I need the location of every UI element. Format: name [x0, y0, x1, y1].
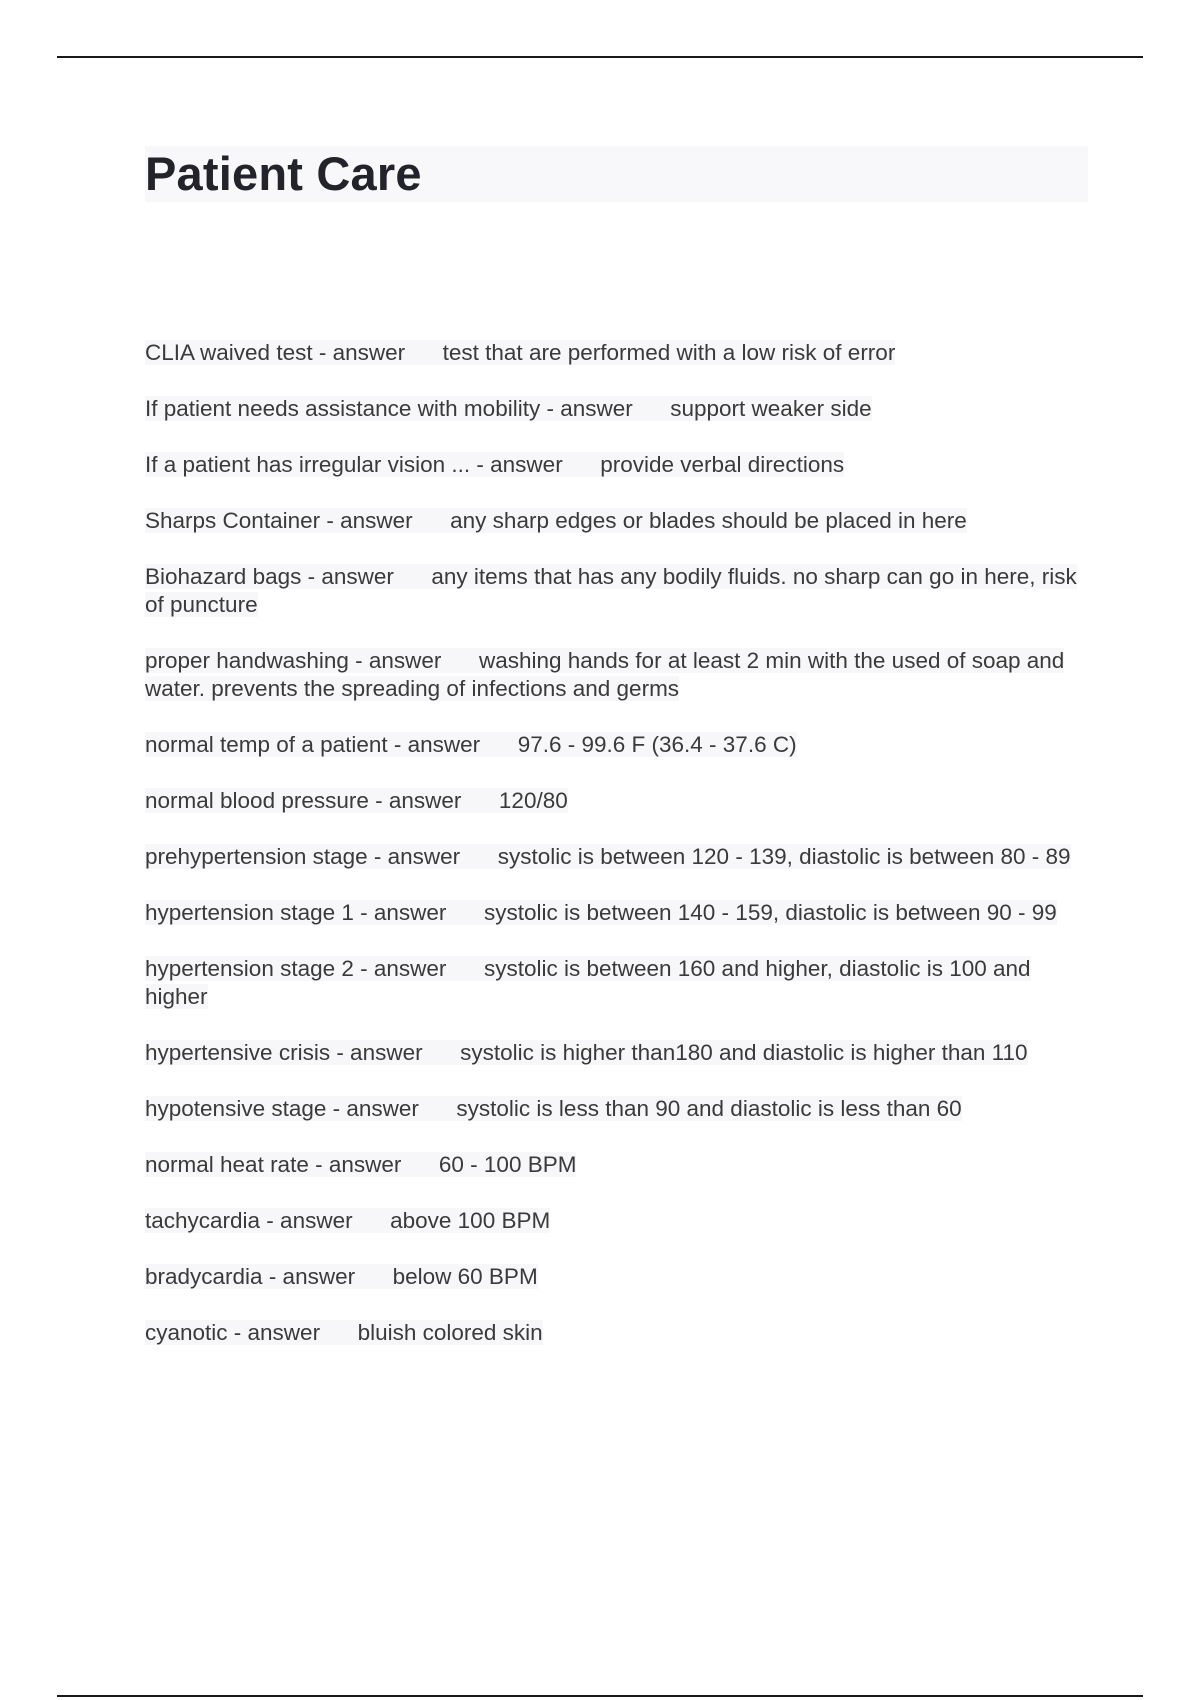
bottom-rule	[57, 1695, 1143, 1697]
list-item	[145, 1095, 1090, 1123]
term-separator	[461, 788, 499, 813]
term-separator	[401, 1152, 439, 1177]
term-text: normal blood pressure - answer	[145, 788, 462, 813]
term-separator	[355, 1264, 393, 1289]
term-text: proper handwashing - answer	[145, 648, 442, 673]
term-separator	[353, 1208, 391, 1233]
term-text: normal temp of a patient - answer	[145, 732, 481, 757]
term-text: normal heat rate - answer	[145, 1152, 402, 1177]
list-item	[145, 507, 1090, 535]
list-item	[145, 843, 1090, 871]
page-title: Patient Care	[145, 147, 422, 200]
term-separator	[446, 900, 484, 925]
term-separator	[441, 648, 479, 673]
definition-text: above 100 BPM	[390, 1208, 551, 1233]
list-item	[145, 1263, 1090, 1291]
term-text: bradycardia - answer	[145, 1264, 356, 1289]
definition-text: systolic is between 160 and higher, diastolic is 100 and higher	[145, 956, 1031, 1009]
term-text: Sharps Container - answer	[145, 508, 413, 533]
definition-text: test that are performed with a low risk of error	[442, 340, 896, 365]
term-text: Biohazard bags - answer	[145, 564, 394, 589]
definition-text: below 60 BPM	[392, 1264, 538, 1289]
term-separator	[419, 1096, 457, 1121]
term-text: hypertensive crisis - answer	[145, 1040, 423, 1065]
definition-text: 97.6 - 99.6 F (36.4 - 37.6 C)	[517, 732, 797, 757]
term-separator	[423, 1040, 461, 1065]
list-item	[145, 955, 1090, 1011]
term-text: If a patient has irregular vision ... - answer	[145, 452, 563, 477]
list-item	[145, 899, 1090, 927]
term-separator	[394, 564, 432, 589]
list-item	[145, 395, 1090, 423]
term-separator	[405, 340, 443, 365]
definition-text: systolic is between 120 - 139, diastolic is between 80 - 89	[497, 844, 1071, 869]
top-rule	[57, 56, 1143, 58]
list-item	[145, 731, 1090, 759]
list-item	[145, 1207, 1090, 1235]
definition-text: washing hands for at least 2 min with the used of soap and water. prevents the spreading of infections and germs	[145, 648, 1065, 701]
definition-text: provide verbal directions	[600, 452, 845, 477]
term-separator	[446, 956, 484, 981]
term-text: CLIA waived test - answer	[145, 340, 406, 365]
term-separator	[460, 844, 498, 869]
definition-text: systolic is between 140 - 159, diastolic is between 90 - 99	[483, 900, 1057, 925]
term-text: hypertension stage 1 - answer	[145, 900, 447, 925]
term-separator	[413, 508, 451, 533]
list-item	[145, 563, 1090, 619]
definition-text: any items that has any bodily fluids. no sharp can go in here, risk of puncture	[145, 564, 1077, 617]
term-text: cyanotic - answer	[145, 1320, 321, 1345]
definition-text: bluish colored skin	[357, 1320, 543, 1345]
definition-text: systolic is less than 90 and diastolic is less than 60	[456, 1096, 962, 1121]
list-item	[145, 647, 1090, 703]
term-text: hypotensive stage - answer	[145, 1096, 419, 1121]
definition-text: systolic is higher than180 and diastolic is higher than 110	[460, 1040, 1028, 1065]
list-item	[145, 1319, 1090, 1347]
definition-text: support weaker side	[670, 396, 872, 421]
term-separator	[480, 732, 518, 757]
term-text: tachycardia - answer	[145, 1208, 353, 1233]
list-item	[145, 787, 1090, 815]
list-item	[145, 1151, 1090, 1179]
term-separator	[633, 396, 671, 421]
list-item	[145, 1039, 1090, 1067]
term-text: If patient needs assistance with mobility - answer	[145, 396, 633, 421]
list-item	[145, 451, 1090, 479]
term-separator	[563, 452, 601, 477]
term-text: hypertension stage 2 - answer	[145, 956, 447, 981]
definition-text: any sharp edges or blades should be placed in here	[450, 508, 967, 533]
definition-text: 60 - 100 BPM	[438, 1152, 577, 1177]
definition-text: 120/80	[498, 788, 568, 813]
term-text: prehypertension stage - answer	[145, 844, 461, 869]
term-separator	[320, 1320, 358, 1345]
list-item	[145, 339, 1090, 367]
flashcard-list	[145, 339, 1090, 1375]
